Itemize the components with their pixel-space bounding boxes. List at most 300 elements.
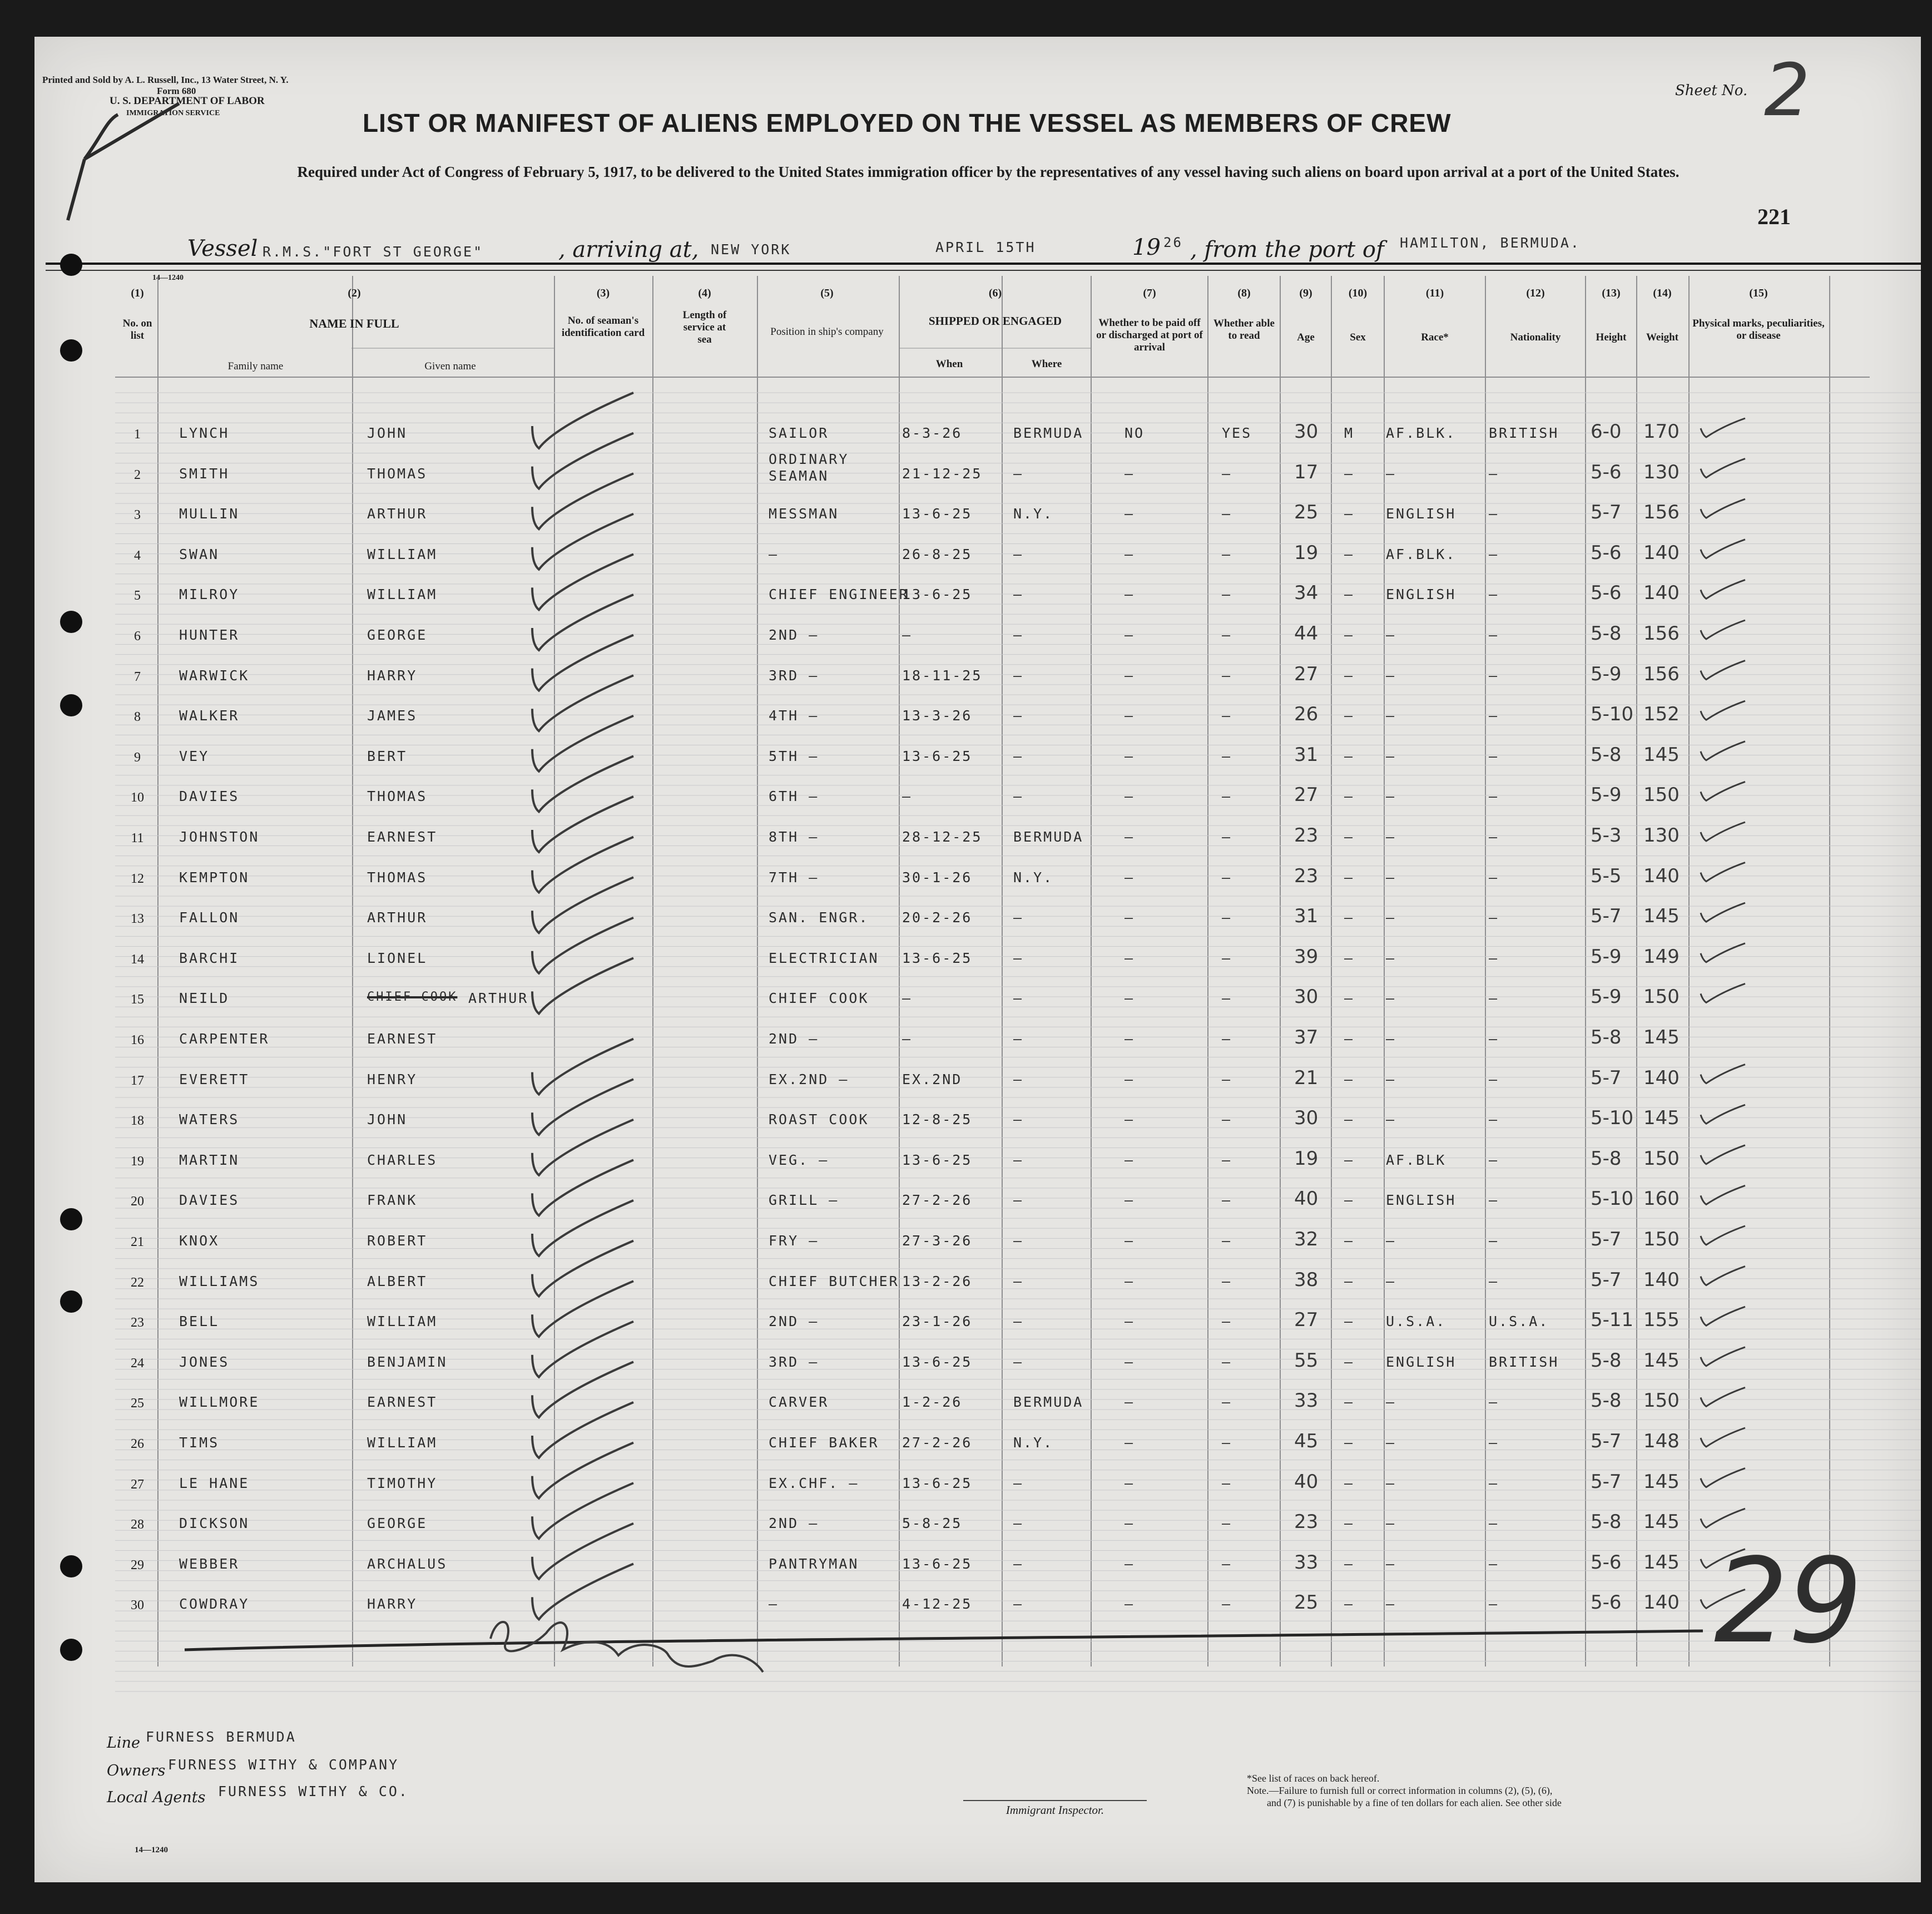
cell-height: 5-7: [1591, 1228, 1622, 1250]
cell-no: 17: [131, 1073, 144, 1088]
from-port: HAMILTON, BERMUDA.: [1400, 235, 1581, 251]
cell-race: –: [1386, 1435, 1396, 1451]
cell-no: 15: [131, 992, 144, 1007]
col13-header: Height: [1596, 332, 1627, 343]
cell-race: –: [1386, 667, 1396, 684]
inspector-signature: [491, 1622, 763, 1672]
cell-nat: –: [1489, 1596, 1499, 1613]
cell-where: –: [1013, 1515, 1024, 1532]
cell-given: ARCHALUS: [367, 1555, 448, 1572]
cell-family: JOHNSTON: [179, 829, 260, 845]
col3-number: (3): [596, 287, 610, 299]
cell-race: –: [1386, 1475, 1396, 1491]
cell-family: DAVIES: [179, 788, 240, 805]
vessel-name: R.M.S."FORT ST GEORGE": [262, 244, 484, 260]
cell-position: CHIEF ENGINEER: [769, 586, 909, 603]
cell-when: 13-6-25: [902, 748, 973, 764]
cell-when: 13-6-25: [902, 1475, 973, 1491]
cell-no: 12: [131, 871, 144, 886]
cell-family: MULLIN: [179, 506, 240, 522]
cell-paid: –: [1124, 1596, 1135, 1613]
cell-no: 30: [131, 1598, 144, 1613]
from-port-label: , from the port of: [1190, 237, 1384, 263]
cell-when: –: [902, 990, 913, 1007]
cell-race: –: [1386, 1273, 1396, 1289]
col3-header: No. of seaman's identification card: [561, 315, 645, 339]
cell-when: 23-1-26: [902, 1313, 973, 1330]
cell-paid: –: [1124, 1515, 1135, 1532]
cell-race: U.S.A.: [1386, 1313, 1446, 1330]
cell-family: VEY: [179, 748, 210, 764]
cell-where: –: [1013, 1071, 1024, 1087]
cell-position: –: [769, 546, 779, 562]
cell-read: –: [1222, 909, 1232, 926]
cell-position: EX.2ND –: [769, 1071, 849, 1087]
arriving-port: NEW YORK: [711, 241, 791, 258]
cell-age: 40: [1294, 1188, 1319, 1210]
cell-no: 13: [131, 912, 144, 927]
cell-when: –: [902, 1031, 913, 1047]
col8-number: (8): [1237, 287, 1251, 299]
cell-sex: –: [1344, 748, 1355, 764]
cell-read: –: [1222, 869, 1232, 886]
stamp-number: 221: [1757, 204, 1791, 229]
cell-read: –: [1222, 1111, 1232, 1128]
cell-age: 44: [1294, 622, 1319, 645]
cell-read: –: [1222, 586, 1232, 603]
cell-height: 5-8: [1591, 1026, 1622, 1049]
cell-given: ALBERT: [367, 1273, 428, 1289]
cell-when: 13-6-25: [902, 1353, 973, 1370]
cell-position: SAN. ENGR.: [769, 909, 869, 926]
cell-position: 3RD –: [769, 1353, 819, 1370]
cell-no: 9: [134, 750, 141, 765]
punch-hole: [60, 1639, 82, 1661]
cell-paid: –: [1124, 909, 1135, 926]
cell-where: N.Y.: [1013, 1435, 1054, 1451]
cell-when: 30-1-26: [902, 869, 973, 886]
cell-sex: –: [1344, 1031, 1355, 1047]
cell-where: –: [1013, 667, 1024, 684]
cell-weight: 140: [1643, 1066, 1680, 1089]
cell-no: 28: [131, 1517, 144, 1532]
cell-nat: –: [1489, 909, 1499, 926]
cell-weight: 140: [1643, 864, 1680, 887]
cell-no: 24: [131, 1356, 144, 1371]
cell-nat: BRITISH: [1489, 425, 1559, 441]
cell-paid: –: [1124, 1071, 1135, 1087]
col1-number: (1): [131, 287, 144, 299]
punch-hole: [60, 694, 82, 716]
cell-position: ORDINARY SEAMAN: [769, 451, 849, 484]
col10-header: Sex: [1350, 332, 1366, 343]
cell-age: 26: [1294, 703, 1319, 726]
cell-race: –: [1386, 465, 1396, 482]
cell-weight: 145: [1643, 1511, 1680, 1534]
cell-where: –: [1013, 627, 1024, 643]
cell-where: –: [1013, 465, 1024, 482]
cell-nat: U.S.A.: [1489, 1313, 1549, 1330]
cell-family: WARWICK: [179, 667, 250, 684]
cell-where: –: [1013, 748, 1024, 764]
cell-sex: M: [1344, 425, 1355, 441]
cell-family: KEMPTON: [179, 869, 250, 886]
cell-paid: –: [1124, 627, 1135, 643]
cell-race: ENGLISH: [1386, 1353, 1457, 1370]
cell-sex: –: [1344, 1273, 1355, 1289]
cell-given: JAMES: [367, 708, 418, 724]
cell-given: ROBERT: [367, 1233, 428, 1249]
cell-race: –: [1386, 990, 1396, 1007]
cell-no: 22: [131, 1275, 144, 1290]
cell-when: 13-6-25: [902, 1555, 973, 1572]
cell-nat: –: [1489, 1555, 1499, 1572]
cell-read: –: [1222, 1233, 1232, 1249]
form-number: Form 680: [157, 86, 196, 96]
corner-check-mark: [68, 103, 179, 220]
cell-weight: 140: [1643, 582, 1680, 605]
cell-when: 13-6-25: [902, 949, 973, 966]
cell-paid: –: [1124, 1435, 1135, 1451]
cell-weight: 140: [1643, 1591, 1680, 1614]
cell-age: 39: [1294, 945, 1319, 968]
cell-age: 23: [1294, 864, 1319, 887]
cell-sex: –: [1344, 1071, 1355, 1087]
cell-read: –: [1222, 1394, 1232, 1411]
cell-paid: –: [1124, 667, 1135, 684]
cell-position: 2ND –: [769, 627, 819, 643]
cell-read: –: [1222, 1435, 1232, 1451]
cell-age: 45: [1294, 1430, 1319, 1452]
punch-hole: [60, 1290, 82, 1313]
cell-sex: –: [1344, 1515, 1355, 1532]
cell-height: 5-9: [1591, 945, 1622, 968]
cell-no: 1: [134, 427, 141, 442]
cell-race: –: [1386, 1233, 1396, 1249]
cell-when: –: [902, 788, 913, 805]
cell-read: –: [1222, 949, 1232, 966]
cell-nat: –: [1489, 1394, 1499, 1411]
handwritten-total: 29: [1714, 1533, 1863, 1669]
form-code-top: 14—1240: [152, 274, 184, 282]
owners-label: Owners: [107, 1762, 166, 1779]
cell-sex: –: [1344, 1313, 1355, 1330]
line-label: Line: [107, 1734, 140, 1752]
cell-age: 27: [1294, 1309, 1319, 1332]
cell-paid: –: [1124, 1313, 1135, 1330]
cell-paid: –: [1124, 708, 1135, 724]
cell-sex: –: [1344, 1435, 1355, 1451]
cell-height: 5-7: [1591, 905, 1622, 928]
cell-sex: –: [1344, 788, 1355, 805]
cell-no: 10: [131, 790, 144, 805]
cell-sex: –: [1344, 1111, 1355, 1128]
cell-paid: –: [1124, 546, 1135, 562]
arrival-date: APRIL 15TH: [935, 239, 1036, 255]
cell-weight: 152: [1643, 703, 1680, 726]
cell-sex: –: [1344, 1192, 1355, 1209]
cell-position: 4TH –: [769, 708, 819, 724]
cell-nat: –: [1489, 627, 1499, 643]
cell-when: 21-12-25: [902, 465, 983, 482]
agents-label: Local Agents: [107, 1789, 206, 1806]
cell-race: –: [1386, 1596, 1396, 1613]
cell-where: –: [1013, 1233, 1024, 1249]
col6-when-header: When: [935, 358, 963, 370]
cell-read: –: [1222, 990, 1232, 1007]
cell-nat: –: [1489, 1031, 1499, 1047]
cell-race: –: [1386, 829, 1396, 845]
cell-given: HENRY: [367, 1071, 418, 1087]
cell-weight: 170: [1643, 421, 1680, 443]
cell-family: CARPENTER: [179, 1031, 270, 1047]
cell-race: –: [1386, 1555, 1396, 1572]
cell-nat: –: [1489, 1475, 1499, 1491]
cell-position: 8TH –: [769, 829, 819, 845]
cell-height: 5-11: [1591, 1309, 1634, 1332]
cell-sex: –: [1344, 546, 1355, 562]
cell-when: 27-3-26: [902, 1233, 973, 1249]
cell-sex: –: [1344, 627, 1355, 643]
cell-nat: –: [1489, 1435, 1499, 1451]
cell-height: 5-8: [1591, 1511, 1622, 1534]
cell-nat: –: [1489, 869, 1499, 886]
cell-weight: 150: [1643, 784, 1680, 807]
year-prefix: 19: [1132, 235, 1161, 260]
cell-when: 20-2-26: [902, 909, 973, 926]
cell-age: 23: [1294, 824, 1319, 847]
sheet-number: 2: [1764, 48, 1810, 132]
printer-note: Printed and Sold by A. L. Russell, Inc., 13 Water Street, N. Y.: [42, 75, 289, 85]
col14-number: (14): [1653, 287, 1672, 299]
cell-where: –: [1013, 708, 1024, 724]
cell-position: MESSMAN: [769, 506, 839, 522]
cell-nat: –: [1489, 667, 1499, 684]
cell-when: –: [902, 627, 913, 643]
cell-no: 23: [131, 1315, 144, 1331]
cell-sex: –: [1344, 1475, 1355, 1491]
cell-family: WALKER: [179, 708, 240, 724]
cell-race: –: [1386, 1394, 1396, 1411]
cell-paid: –: [1124, 1475, 1135, 1491]
cell-position: –: [769, 1596, 779, 1613]
cell-paid: –: [1124, 788, 1135, 805]
col14-header: Weight: [1646, 332, 1679, 343]
cell-given: ARTHUR: [367, 909, 428, 926]
cell-sex: –: [1344, 586, 1355, 603]
cell-no: 3: [134, 508, 141, 523]
col2-number: (2): [348, 287, 361, 299]
cell-paid: –: [1124, 1555, 1135, 1572]
cell-given: HARRY: [367, 1596, 418, 1613]
page-subtitle: Required under Act of Congress of February 5, 1917, to be delivered to the United States immigration officer by the representatives of any vessel having such aliens on board upon arrival at a port of the United States.: [297, 164, 1680, 180]
cell-no: 19: [131, 1154, 144, 1169]
line-value: FURNESS BERMUDA: [146, 1729, 296, 1745]
cell-where: –: [1013, 1555, 1024, 1572]
cell-where: –: [1013, 1596, 1024, 1613]
cell-nat: –: [1489, 748, 1499, 764]
cell-when: 27-2-26: [902, 1192, 973, 1209]
cell-height: 5-8: [1591, 622, 1622, 645]
cell-given: TIMOTHY: [367, 1475, 438, 1491]
cell-no: 5: [134, 588, 141, 604]
cell-position: GRILL –: [769, 1192, 839, 1209]
cell-weight: 140: [1643, 1268, 1680, 1291]
arriving-label: , arriving at,: [558, 237, 699, 263]
cell-position: VEG. –: [769, 1151, 829, 1168]
col2-header: NAME IN FULL: [309, 316, 399, 330]
cell-position: 2ND –: [769, 1313, 819, 1330]
cell-paid: –: [1124, 1353, 1135, 1370]
manifest-sheet: [34, 37, 1921, 1882]
page-title: LIST OR MANIFEST OF ALIENS EMPLOYED ON THE VESSEL AS MEMBERS OF CREW: [363, 108, 1452, 137]
cell-position: CARVER: [769, 1394, 829, 1411]
cell-paid: –: [1124, 586, 1135, 603]
cell-paid: –: [1124, 869, 1135, 886]
cell-read: –: [1222, 708, 1232, 724]
cell-weight: 156: [1643, 501, 1680, 524]
cell-family: LE HANE: [179, 1475, 250, 1491]
cell-family: DAVIES: [179, 1192, 240, 1209]
cell-given: WILLIAM: [367, 546, 438, 562]
cell-race: AF.BLK.: [1386, 425, 1457, 441]
cell-position: 2ND –: [769, 1031, 819, 1047]
cell-paid: –: [1124, 1394, 1135, 1411]
cell-weight: 145: [1643, 1349, 1680, 1372]
cell-age: 19: [1294, 1147, 1319, 1170]
cell-height: 5-7: [1591, 501, 1622, 524]
cell-position: FRY –: [769, 1233, 819, 1249]
cell-sex: –: [1344, 1353, 1355, 1370]
cell-given: HARRY: [367, 667, 418, 684]
cell-age: 55: [1294, 1349, 1319, 1372]
cell-read: –: [1222, 1273, 1232, 1289]
cell-where: –: [1013, 1111, 1024, 1128]
cell-family: WATERS: [179, 1111, 240, 1128]
cell-when: 28-12-25: [902, 829, 983, 845]
cell-no: 14: [131, 952, 144, 967]
cell-when: 4-12-25: [902, 1596, 973, 1613]
cell-position: CHIEF COOK: [769, 990, 869, 1007]
cell-read: –: [1222, 1071, 1232, 1087]
cell-read: –: [1222, 1515, 1232, 1532]
cell-race: –: [1386, 909, 1396, 926]
cell-paid: –: [1124, 506, 1135, 522]
cell-read: –: [1222, 1313, 1232, 1330]
cell-sex: –: [1344, 465, 1355, 482]
cell-given: CHARLES: [367, 1151, 438, 1168]
cell-height: 5-6: [1591, 1591, 1622, 1614]
cell-height: 5-6: [1591, 1551, 1622, 1574]
cell-age: 32: [1294, 1228, 1319, 1250]
cell-race: ENGLISH: [1386, 506, 1457, 522]
punch-hole: [60, 254, 82, 276]
cell-race: –: [1386, 1031, 1396, 1047]
cell-where: N.Y.: [1013, 506, 1054, 522]
cell-weight: 145: [1643, 1107, 1680, 1130]
cell-position: 5TH –: [769, 748, 819, 764]
cell-race: –: [1386, 748, 1396, 764]
cell-nat: –: [1489, 1233, 1499, 1249]
cell-family: HUNTER: [179, 627, 240, 643]
cell-sex: –: [1344, 1151, 1355, 1168]
cell-age: 33: [1294, 1389, 1319, 1412]
cell-given: BENJAMIN: [367, 1353, 448, 1370]
cell-paid: –: [1124, 1031, 1135, 1047]
cell-sex: –: [1344, 1596, 1355, 1613]
cell-position: EX.CHF. –: [769, 1475, 859, 1491]
cell-race: –: [1386, 627, 1396, 643]
cell-position: PANTRYMAN: [769, 1555, 859, 1572]
owners-value: FURNESS WITHY & COMPANY: [168, 1757, 399, 1773]
cell-race: –: [1386, 788, 1396, 805]
col7-header: Whether to be paid off or discharged at port of arrival: [1096, 317, 1203, 353]
cell-height: 5-8: [1591, 1147, 1622, 1170]
col1-header: No. on list: [122, 318, 152, 342]
cell-height: 5-7: [1591, 1430, 1622, 1452]
cell-age: 38: [1294, 1268, 1319, 1291]
col15-header: Physical marks, peculiarities, or disease: [1692, 318, 1825, 342]
cell-sex: –: [1344, 708, 1355, 724]
cell-where: –: [1013, 1031, 1024, 1047]
col6-header: SHIPPED OR ENGAGED: [928, 314, 1062, 328]
sheet-label: Sheet No.: [1675, 82, 1748, 99]
vessel-label: Vessel: [187, 236, 258, 261]
cell-age: 30: [1294, 986, 1319, 1008]
cell-given: LIONEL: [367, 949, 428, 966]
cell-read: –: [1222, 1596, 1232, 1613]
cell-given: GEORGE: [367, 1515, 428, 1532]
cell-paid: –: [1124, 748, 1135, 764]
cell-nat: –: [1489, 1273, 1499, 1289]
cell-height: 5-10: [1591, 703, 1634, 726]
cell-nat: –: [1489, 546, 1499, 562]
cell-no: 11: [131, 831, 144, 845]
cell-nat: BRITISH: [1489, 1353, 1559, 1370]
year-suffix: 26: [1163, 235, 1183, 250]
cell-height: 5-8: [1591, 743, 1622, 766]
cell-race: –: [1386, 1111, 1396, 1128]
cell-where: BERMUDA: [1013, 1394, 1084, 1411]
service-name: IMMIGRATION SERVICE: [126, 109, 220, 117]
cell-family: WEBBER: [179, 1555, 240, 1572]
cell-position: SAILOR: [769, 425, 829, 441]
cell-age: 33: [1294, 1551, 1319, 1574]
cell-read: –: [1222, 1353, 1232, 1370]
cell-position: 6TH –: [769, 788, 819, 805]
col11-header: Race*: [1421, 332, 1449, 343]
cell-position: ELECTRICIAN: [769, 949, 879, 966]
col4-header: Length of service at sea: [682, 309, 727, 345]
cell-weight: 156: [1643, 622, 1680, 645]
cell-age: 31: [1294, 905, 1319, 928]
cell-sex: –: [1344, 1233, 1355, 1249]
cell-position: ROAST COOK: [769, 1111, 869, 1128]
cell-weight: 155: [1643, 1309, 1680, 1332]
cell-weight: 145: [1643, 1551, 1680, 1574]
cell-when: 27-2-26: [902, 1435, 973, 1451]
cell-where: –: [1013, 788, 1024, 805]
cell-family: DICKSON: [179, 1515, 250, 1532]
cell-family: WILLMORE: [179, 1394, 260, 1411]
cell-nat: –: [1489, 949, 1499, 966]
col4-number: (4): [698, 287, 711, 299]
cell-family: BELL: [179, 1313, 220, 1330]
cell-family: TIMS: [179, 1435, 220, 1451]
cell-height: 5-7: [1591, 1066, 1622, 1089]
cell-weight: 150: [1643, 986, 1680, 1008]
cell-paid: –: [1124, 829, 1135, 845]
